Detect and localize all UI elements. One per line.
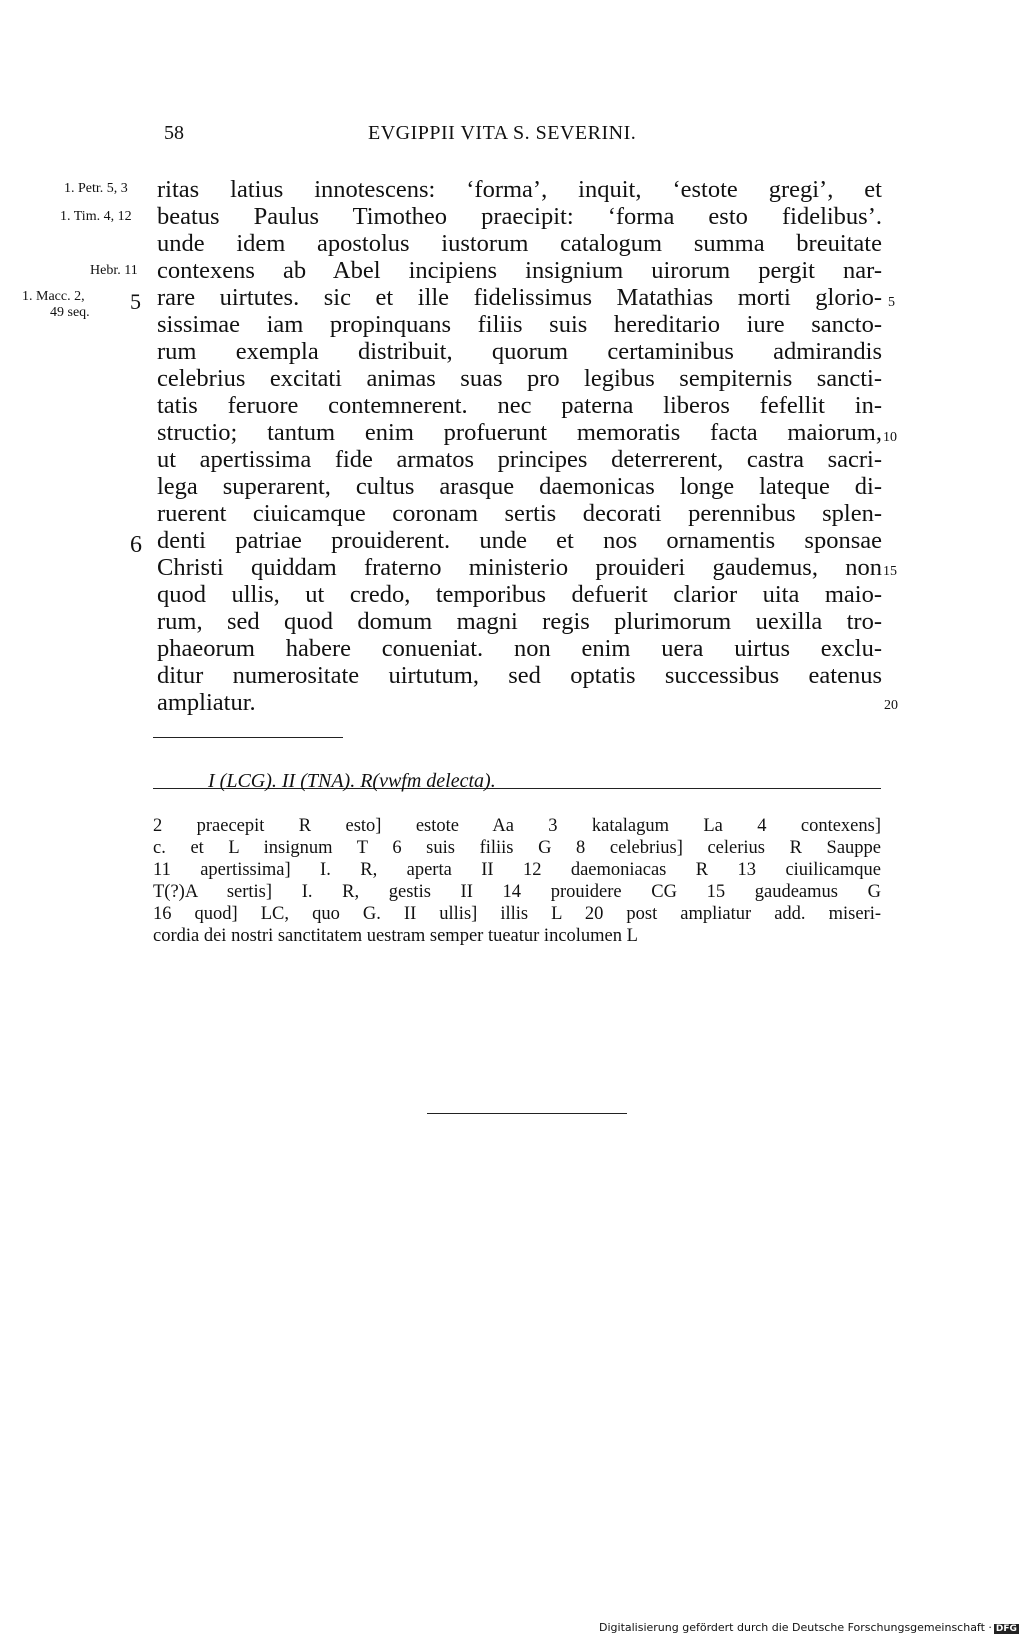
apparatus-line: 16 quod] LC, quo G. II ullis] illis L 20 post ampliatur add. miseri- bbox=[153, 904, 881, 924]
margin-ref-macc-seq: 49 seq. bbox=[50, 305, 90, 320]
text-line: Christi quiddam fraterno ministerio prouideri gaudemus, non bbox=[157, 554, 882, 581]
apparatus-line: cordia dei nostri sanctitatem uestram semper tueatur incolumen L bbox=[153, 926, 638, 946]
page-header bbox=[0, 122, 1000, 152]
text-line: structio; tantum enim profuerunt memoratis facta maiorum, bbox=[157, 419, 882, 446]
apparatus-line: 11 apertissima] I. R, aperta II 12 daemoniacas R 13 ciuilicamque bbox=[153, 860, 881, 880]
footer-credit bbox=[599, 1621, 1019, 1634]
apparatus-line: T(?)A sertis] I. R, gestis II 14 prouidere CG 15 gaudeamus G bbox=[153, 882, 881, 902]
text-line: ut apertissima fide armatos principes deterrerent, castra sacri- bbox=[157, 446, 882, 473]
text-line: denti patriae prouiderent. unde et nos ornamentis sponsae bbox=[157, 527, 882, 554]
inner-line-number: 5 bbox=[130, 289, 141, 314]
margin-ref-petr: 1. Petr. 5, 3 bbox=[64, 181, 128, 196]
margin-ref-hebr: Hebr. 11 bbox=[90, 263, 138, 278]
page-number: 58 bbox=[164, 122, 184, 144]
text-line: phaeorum habere conueniat. non enim uera uirtus exclu- bbox=[157, 635, 882, 662]
section-number: 6 bbox=[130, 532, 142, 558]
text-line: ruerent ciuicamque coronam sertis decorati perennibus splen- bbox=[157, 500, 882, 527]
text-line: tatis feruore contemnerent. nec paterna liberos fefellit in- bbox=[157, 392, 882, 419]
text-line: rum exempla distribuit, quorum certaminibus admirandis bbox=[157, 338, 882, 365]
text-line: sissimae iam propinquans filiis suis hereditario iure sancto- bbox=[157, 311, 882, 338]
text-line: quod ullis, ut credo, temporibus defuerit clarior uita maio- bbox=[157, 581, 882, 608]
text-line: rare uirtutes. sic et ille fidelissimus Matathias morti glorio- bbox=[157, 284, 882, 311]
dfg-logo: DFG bbox=[995, 1624, 1017, 1634]
divider bbox=[153, 737, 343, 738]
margin-ref-tim: 1. Tim. 4, 12 bbox=[60, 209, 132, 224]
text-line: beatus Paulus Timotheo praecipit: ‘forma esto fidelibus’. bbox=[157, 203, 882, 230]
line-number: 5 bbox=[888, 295, 895, 310]
line-number: 20 bbox=[884, 698, 898, 713]
apparatus-line: c. et L insignum T 6 suis filiis G 8 celebrius] celerius R Sauppe bbox=[153, 838, 881, 858]
end-divider bbox=[427, 1113, 627, 1114]
footer-text: Digitalisierung gefördert durch die Deutsche Forschungsgemeinschaft · bbox=[599, 1621, 992, 1634]
line-number: 15 bbox=[883, 564, 897, 579]
margin-ref-macc: 1. Macc. 2, bbox=[22, 289, 85, 304]
text-line: ritas latius innotescens: ‘forma’, inquit, ‘estote gregi’, et bbox=[157, 176, 882, 203]
apparatus-line: 2 praecepit R esto] estote Aa 3 katalagum La 4 contexens] bbox=[153, 816, 881, 836]
sigla-line: I (LCG). II (TNA). R(vwfm delecta). bbox=[208, 770, 496, 792]
text-line: ditur numerositate uirtutum, sed optatis successibus eatenus bbox=[157, 662, 882, 689]
running-title: EVGIPPII VITA S. SEVERINI. bbox=[368, 122, 637, 144]
text-line: unde idem apostolus iustorum catalogum summa breuitate bbox=[157, 230, 882, 257]
text-line: ampliatur. bbox=[157, 689, 256, 716]
text-line: rum, sed quod domum magni regis plurimorum uexilla tro- bbox=[157, 608, 882, 635]
line-number: 10 bbox=[883, 430, 897, 445]
text-line: contexens ab Abel incipiens insignium uirorum pergit nar- bbox=[157, 257, 882, 284]
text-line: lega superarent, cultus arasque daemonicas longe lateque di- bbox=[157, 473, 882, 500]
text-line: celebrius excitati animas suas pro legibus sempiternis sancti- bbox=[157, 365, 882, 392]
